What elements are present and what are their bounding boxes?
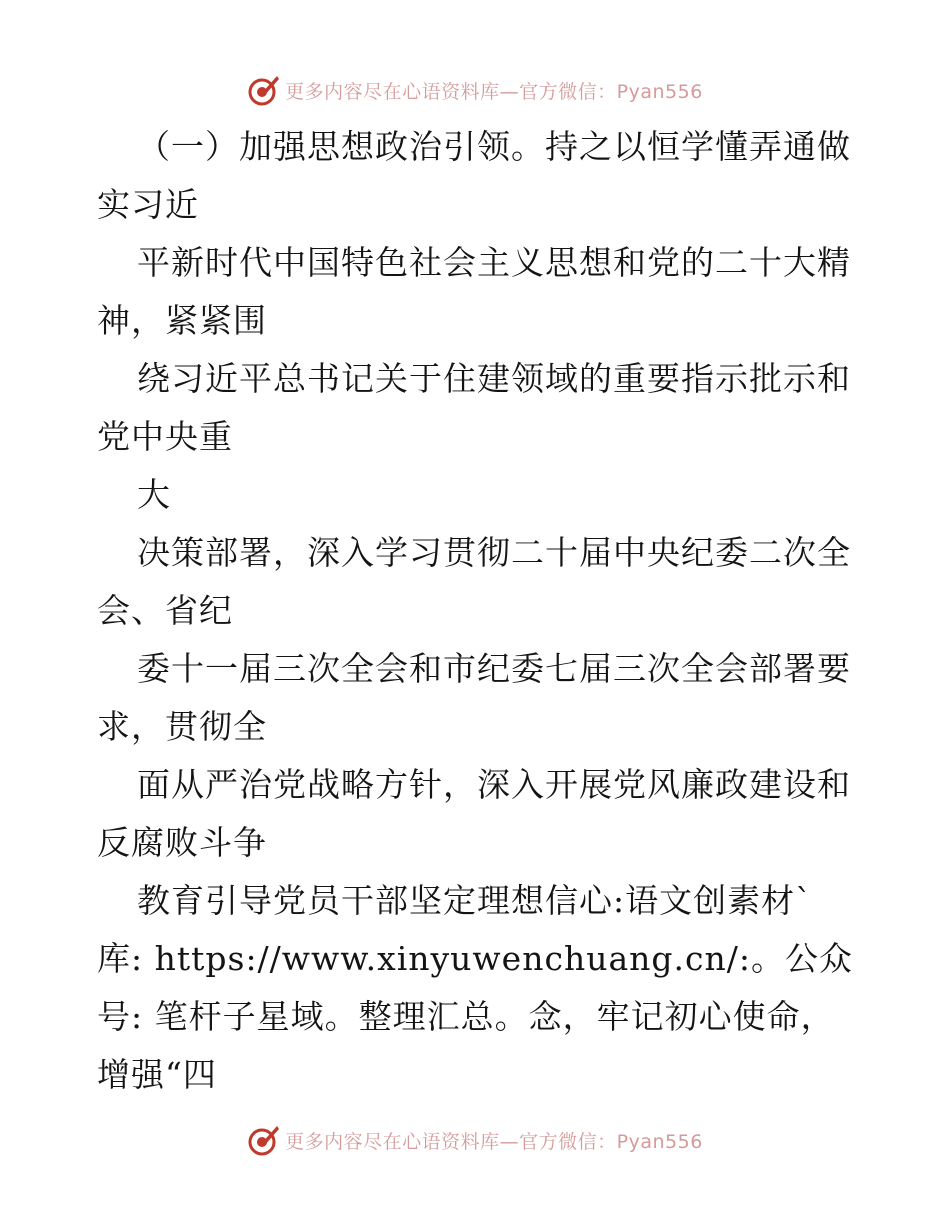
document-body [97,118,857,1104]
watermark-footer [0,1120,950,1160]
body-line: 会、省纪 [97,591,233,630]
body-line: 大 [137,475,171,514]
watermark-text: 更多内容尽在心语资料库—官方微信：Pyan556 [285,80,703,103]
watermark-header [0,70,950,110]
body-line: 委十一届三次全会和市纪委七届三次全会部署要 [137,649,851,688]
body-line: 平新时代中国特色社会主义思想和党的二十大精 [137,243,851,282]
body-line: 求，贯彻全 [97,707,267,746]
body-line: 教育引导党员干部坚定理想信心:语文创素材` [137,881,813,920]
body-line: 反腐败斗争 [97,823,267,862]
body-line: 实习近 [97,185,199,224]
body-line: 面从严治党战略方针，深入开展党风廉政建设和 [137,765,851,804]
body-line: 绕习近平总书记关于住建领域的重要指示批示和 [137,359,851,398]
body-line: 库: https://www.xinyuwenchuang.cn/:。公众 [97,939,853,978]
watermark-group [247,1123,703,1157]
quill-logo-icon [247,73,281,107]
body-line: 增强“四 [97,1055,217,1094]
body-line: 党中央重 [97,417,233,456]
body-line: 决策部署，深入学习贯彻二十届中央纪委二次全 [137,533,851,572]
body-line: 号: 笔杆子星域。整理汇总。念，牢记初心使命， [97,997,835,1036]
body-line: 神，紧紧围 [97,301,267,340]
watermark-text: 更多内容尽在心语资料库—官方微信：Pyan556 [285,1130,703,1153]
body-line: （一）加强思想政治引领。持之以恒学懂弄通做 [137,127,851,166]
watermark-group [247,73,703,107]
quill-logo-icon [247,1123,281,1157]
